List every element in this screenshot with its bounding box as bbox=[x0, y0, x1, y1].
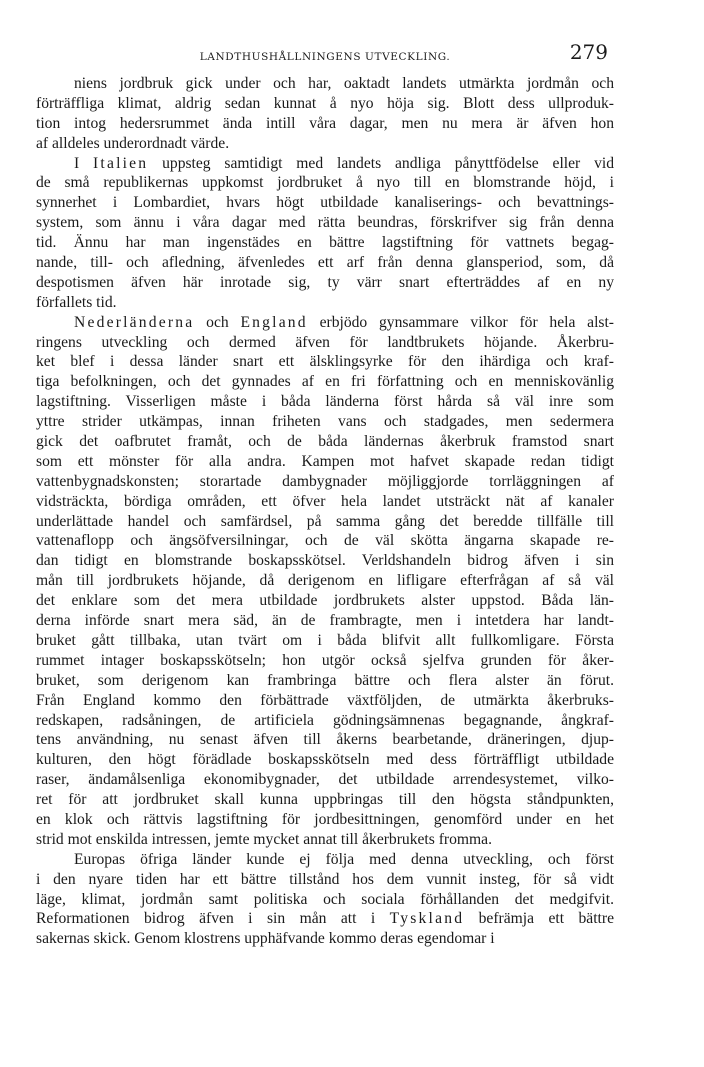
text-line bbox=[36, 890, 614, 910]
text-segment: kulturen, den högt förädlade boskapsskötseln med dess förträffligt utbildade bbox=[36, 751, 614, 769]
text-line bbox=[36, 313, 614, 333]
text-line bbox=[36, 333, 614, 353]
text-segment: I bbox=[74, 154, 94, 172]
text-segment: Från England kommo den förbättrade växtföljden, de utmärkta åkerbruks- bbox=[36, 691, 614, 709]
text-line bbox=[36, 551, 614, 571]
text-segment: vattenaflopp och ängsöfversilningar, och de väl skötta ängarna skapade re- bbox=[36, 532, 614, 550]
text-line bbox=[36, 611, 614, 631]
text-segment: despotismen äfven här inrotade sig, ty värr snart efterträddes af en ny bbox=[36, 273, 614, 291]
text-segment: uppsteg samtidigt med landets andliga pånyttfödelse eller vid bbox=[148, 154, 614, 172]
body-text bbox=[36, 74, 614, 949]
text-line bbox=[36, 213, 614, 233]
text-line bbox=[36, 671, 614, 691]
text-line bbox=[36, 512, 614, 532]
text-segment: tiga befolkningen, och det gynnades af en fri författning och en menniskovänlig bbox=[36, 373, 614, 391]
text-line bbox=[36, 810, 614, 830]
text-segment: läge, klimat, jordmån samt politiska och sociala förhållanden det medgifvit. bbox=[36, 890, 614, 908]
text-line bbox=[36, 591, 614, 611]
text-segment: synnerhet i Lombardiet, hvars högt utbildade kanaliserings- och bevattnings- bbox=[36, 194, 614, 212]
text-line bbox=[36, 273, 614, 293]
text-line bbox=[36, 531, 614, 551]
text-line bbox=[36, 870, 614, 890]
text-segment: bruket gått tillbaka, utan tvärt om i båda blifvit allt fullkomligare. Första bbox=[36, 631, 614, 649]
spaced-name: England bbox=[240, 313, 308, 331]
text-segment: ringens utveckling och dermed äfven för landtbrukets höjande. Åkerbru- bbox=[36, 333, 614, 351]
text-line bbox=[36, 134, 614, 154]
text-segment: Reformationen bidrog äfven i sin mån att i bbox=[36, 910, 390, 928]
page-number: 279 bbox=[569, 40, 608, 64]
text-segment: Europas öfriga länder kunde ej följa med denna utveckling, och först bbox=[74, 850, 614, 868]
text-segment: af alldeles underordnadt värde. bbox=[36, 134, 230, 152]
text-line bbox=[36, 233, 614, 253]
page-header bbox=[36, 40, 614, 74]
text-line bbox=[36, 750, 614, 770]
text-line bbox=[36, 74, 614, 94]
text-segment: strid mot enskilda intressen, jemte mycket annat till åkerbrukets fromma. bbox=[36, 830, 492, 848]
spaced-name: Italien bbox=[93, 154, 149, 172]
text-segment: underlättade handel och samfärdsel, på samma gång det beredde tillfälle till bbox=[36, 512, 614, 530]
text-line bbox=[36, 730, 614, 750]
text-segment: ket blef i dessa länder snart ett älsklingsyrke för den ihärdiga och kraf- bbox=[36, 353, 614, 371]
text-segment: ret för att jordbruket skall kunna uppbringas till den högsta ståndpunkten, bbox=[36, 791, 614, 809]
text-segment: de små republikernas uppkomst jordbruket å nyo till en blomstrande höjd, i bbox=[36, 174, 614, 192]
text-segment: i den nyare tiden har ett bättre tillstånd hos dem vunnit insteg, för så vidt bbox=[36, 870, 614, 888]
text-line bbox=[36, 472, 614, 492]
text-segment: befrämja ett bättre bbox=[464, 910, 615, 928]
text-segment: system, som ännu i våra dagar med rätta beundras, förskrifver sig från denna bbox=[36, 214, 614, 232]
running-title: LANDTHUSHÅLLNINGENS UTVECKLING. bbox=[199, 51, 451, 63]
text-segment: rummet intager boskapsskötseln; hon utgör också sjelfva grunden för åker- bbox=[36, 651, 614, 669]
text-segment: och bbox=[194, 313, 241, 331]
text-segment: niens jordbruk gick under och har, oaktadt landets utmärkta jordmån och bbox=[74, 75, 614, 92]
text-segment: det enklare som det mera utbildade jordbrukets alster uppstod. Båda län- bbox=[36, 592, 614, 610]
text-line bbox=[36, 173, 614, 193]
text-segment: erbjödo gynsammare vilkor för hela alst- bbox=[307, 313, 614, 331]
text-line bbox=[36, 452, 614, 472]
text-line bbox=[36, 412, 614, 432]
text-line bbox=[36, 94, 614, 114]
text-line bbox=[36, 770, 614, 790]
text-line bbox=[36, 114, 614, 134]
text-line bbox=[36, 909, 614, 929]
text-line bbox=[36, 929, 614, 949]
text-line bbox=[36, 432, 614, 452]
text-segment: förträffliga klimat, aldrig sedan kunnat å nyo höja sig. Blott dess ullproduk- bbox=[36, 94, 614, 112]
text-line bbox=[36, 492, 614, 512]
spaced-name: Nederländerna bbox=[74, 313, 195, 331]
text-segment: dan tidigt en blomstrande boskapsskötsel. Verldshandeln bidrog äfven i sin bbox=[36, 552, 614, 570]
text-segment: redskapen, radsåningen, de artificiela gödningsämnenas begagnande, ångkraf- bbox=[36, 711, 614, 729]
text-segment: raser, ändamålsenliga ekonomibygnader, det utbildade arrendesystemet, vilko- bbox=[36, 771, 614, 789]
text-line bbox=[36, 571, 614, 591]
text-segment: tens användning, nu senast äfven till åkerns bearbetande, dräneringen, djup- bbox=[36, 731, 614, 749]
text-segment: lagstiftning. Visserligen måste i båda länderna först hårda så väl inre som bbox=[36, 393, 614, 411]
text-segment: gick det oafbrutet framåt, och de båda ländernas åkerbruk framstod snart bbox=[36, 433, 614, 451]
paragraph bbox=[36, 313, 614, 850]
paragraph bbox=[36, 850, 614, 949]
text-segment: som ett mönster för alla andra. Kampen mot hafvet skapade redan tidigt bbox=[36, 452, 614, 470]
text-line bbox=[36, 850, 614, 870]
text-segment: yttre strider utkämpas, innan friheten vans och stadgades, men sedermera bbox=[36, 413, 614, 431]
text-segment: derna införde snart mera säd, än de frambragte, men i intetdera har landt- bbox=[36, 612, 614, 630]
text-line bbox=[36, 790, 614, 810]
text-segment: mån till jordbrukets höjande, då derigenom en lifligare efterfrågan af så väl bbox=[36, 572, 614, 590]
text-line bbox=[36, 253, 614, 273]
text-line bbox=[36, 651, 614, 671]
paragraph bbox=[36, 154, 614, 313]
text-segment: en klok och rättvis lagstiftning för jordbesittningen, genomförd under en het bbox=[36, 810, 614, 828]
text-line bbox=[36, 711, 614, 731]
text-line bbox=[36, 372, 614, 392]
text-line bbox=[36, 392, 614, 412]
text-segment: tion intog hedersrummet ända intill våra dagar, men nu mera är äfven hon bbox=[36, 114, 614, 132]
text-line bbox=[36, 691, 614, 711]
text-segment: bruket, som derigenom kan frambringa bättre och flera alster än förut. bbox=[36, 671, 614, 689]
text-line bbox=[36, 631, 614, 651]
text-segment: sakernas skick. Genom klostrens upphäfvande kommo deras egendomar i bbox=[36, 930, 495, 948]
text-line bbox=[36, 193, 614, 213]
text-segment: tid. Ännu har man ingenstädes en bättre lagstiftning för vattnets begag- bbox=[36, 234, 614, 252]
text-segment: förfallets tid. bbox=[36, 293, 117, 311]
text-line bbox=[36, 293, 614, 313]
text-segment: vattenbygnadskonsten; storartade dambygnader möjliggjorde torrläggningen af bbox=[36, 472, 614, 490]
text-segment: vidsträckta, bördiga områden, ett öfver hela landet utsträckt nät af kanaler bbox=[36, 492, 614, 510]
text-segment: nande, till- och afledning, äfvenledes ett arf från denna glansperiod, som, då bbox=[36, 254, 614, 272]
book-page bbox=[36, 40, 614, 949]
text-line bbox=[36, 154, 614, 174]
text-line bbox=[36, 352, 614, 372]
paragraph bbox=[36, 74, 614, 154]
text-line bbox=[36, 830, 614, 850]
spaced-name: Tyskland bbox=[389, 910, 465, 928]
